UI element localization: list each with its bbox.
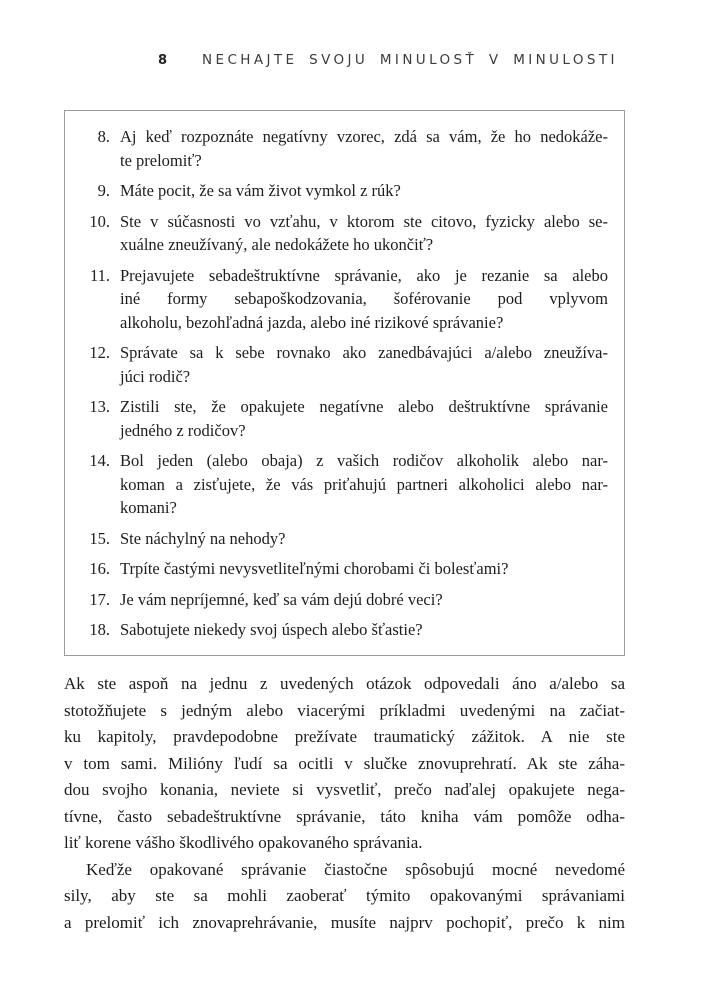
question-text [120, 618, 608, 642]
question-item [79, 341, 608, 388]
question-item [79, 125, 608, 172]
question-item [79, 588, 608, 612]
question-number: 8. [97, 127, 110, 146]
question-text [120, 125, 608, 172]
body-text [64, 671, 625, 936]
question-item [79, 210, 608, 257]
text-line: ku kapitoly, pravdepodobne prežívate traumatický zážitok. A nie ste [64, 727, 625, 746]
question-text [120, 527, 608, 551]
question-item [79, 264, 608, 335]
body-paragraph [64, 671, 625, 857]
text-line: sily, aby ste sa mohli zaoberať týmito opakovanými správaniami [64, 886, 625, 905]
question-text [120, 557, 608, 581]
text-line: Bol jeden (alebo obaja) z vašich rodičov alkoholik alebo nar- [120, 451, 608, 470]
question-number: 18. [89, 620, 110, 639]
text-line: Zistili ste, že opakujete negatívne alebo deštruktívne správanie [120, 397, 608, 416]
text-line: a prelomiť ich znovaprehrávanie, musíte najprv pochopiť, prečo k nim [64, 912, 625, 932]
text-line: xuálne zneužívaný, ale nedokážete ho ukončiť? [120, 235, 434, 254]
text-line: Správate sa k sebe rovnako ako zanedbávajúci a/alebo zneužíva- [120, 343, 608, 362]
text-line: Prejavujete sebadeštruktívne správanie, ako je rezanie sa alebo [120, 265, 608, 285]
question-item [79, 557, 608, 581]
question-item [79, 618, 608, 642]
text-line: Keďže opakované správanie čiastočne spôsobujú mocné nevedomé [86, 859, 625, 879]
text-line: Ste náchylný na nehody? [120, 528, 286, 548]
question-item [79, 527, 608, 551]
text-line: dou svojho konania, neviete si vysvetliť, prečo naďalej opakujete nega- [64, 780, 625, 799]
question-text [120, 210, 608, 257]
question-number: 11. [89, 265, 110, 285]
text-line: iné formy sebapoškodzovania, šoférovanie pod vplyvom [120, 289, 608, 308]
text-line: tívne, často sebadeštruktívne správanie, táto kniha vám pomôže odha- [64, 806, 625, 826]
question-text [120, 449, 608, 520]
text-line: jedného z rodičov? [120, 420, 246, 440]
question-item [79, 395, 608, 442]
text-line: Trpíte častými nevysvetliteľnými chorobami či bolesťami? [120, 559, 509, 578]
question-number: 15. [89, 528, 110, 548]
question-number: 9. [97, 181, 110, 200]
question-number: 16. [89, 559, 110, 578]
question-text [120, 264, 608, 335]
text-line: Máte pocit, že sa vám život vymkol z rúk? [120, 181, 401, 200]
text-line: Ste v súčasnosti vo vzťahu, v ktorom ste citovo, fyzicky alebo se- [120, 211, 608, 231]
text-line: Ak ste aspoň na jednu z uvedených otázok odpovedali áno a/alebo sa [64, 674, 625, 693]
text-line: Je vám nepríjemné, keď sa vám dejú dobré veci? [120, 589, 443, 609]
text-line: alkoholu, bezohľadná jazda, alebo iné rizikové správanie? [120, 312, 504, 332]
text-line: v tom sami. Milióny ľudí sa ocitli v slučke znovuprehratí. Ak ste záha- [64, 753, 625, 773]
text-line: liť korene vášho škodlivého opakovaného správania. [64, 833, 423, 852]
questions-box [64, 110, 625, 656]
question-number: 10. [89, 211, 110, 231]
question-number: 13. [89, 397, 110, 416]
running-header-title: NECHAJTE SVOJU MINULOSŤ V MINULOSTI [202, 52, 618, 68]
question-number: 17. [89, 589, 110, 609]
text-line: koman a zisťujete, že vás priťahujú partneri alkoholici alebo nar- [120, 474, 608, 494]
running-header [158, 52, 618, 68]
question-item [79, 449, 608, 520]
question-number: 12. [89, 343, 110, 362]
question-text [120, 588, 608, 612]
question-text [120, 395, 608, 442]
page-number: 8 [158, 53, 169, 68]
question-item [79, 179, 608, 203]
text-line: Aj keď rozpoznáte negatívny vzorec, zdá sa vám, že ho nedokáže- [120, 127, 608, 146]
body-paragraph [64, 857, 625, 937]
question-text [120, 341, 608, 388]
text-line: Sabotujete niekedy svoj úspech alebo šťastie? [120, 620, 423, 639]
text-line: te prelomiť? [120, 150, 202, 170]
questions-list [79, 125, 608, 642]
text-line: komani? [120, 498, 177, 517]
question-number: 14. [89, 451, 110, 470]
text-line: júci rodič? [120, 366, 191, 386]
question-text [120, 179, 608, 203]
text-line: stotožňujete s jedným alebo viacerými príkladmi uvedenými na začiat- [64, 700, 625, 720]
